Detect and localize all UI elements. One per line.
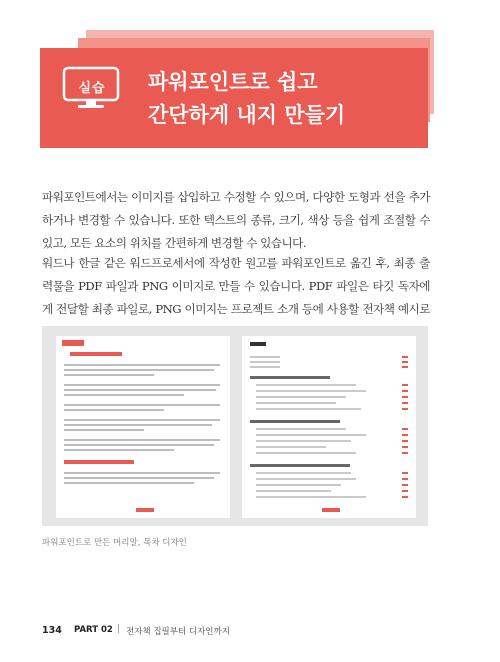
toc-page-num [402, 402, 408, 404]
footer-chapter-title: 전자책 집필부터 디자인까지 [126, 627, 230, 637]
toc-entry [250, 361, 280, 363]
text-line [64, 429, 144, 431]
toc-page-num [402, 361, 408, 363]
toc-page-num [402, 396, 408, 398]
toc-entry [256, 452, 356, 454]
text-line [64, 389, 216, 391]
publisher-logo-mark [322, 508, 340, 512]
text-line [64, 369, 214, 371]
text-line [64, 394, 184, 396]
toc-entry [256, 428, 346, 430]
toc-entry [256, 390, 366, 392]
footer-part-label: PART 02 [74, 625, 113, 635]
preface-heading [70, 352, 122, 356]
toc-heading [250, 342, 266, 346]
preface-page-thumbnail [56, 336, 230, 518]
toc-page-num [402, 452, 408, 454]
footer-separator: | [117, 624, 121, 634]
toc-entry [250, 366, 280, 368]
toc-entry [256, 472, 351, 474]
toc-page-num [402, 356, 408, 358]
toc-page-num [402, 434, 408, 436]
toc-page-num [402, 472, 408, 474]
practice-badge-label: 실습 [78, 81, 106, 96]
text-line [64, 424, 212, 426]
body-paragraph-2: 워드나 한글 같은 워드프로세서에 작성한 원고를 파워포인트로 옮긴 후, 최종 출력물을 PDF 파일과 PNG 이미지로 만들 수 있습니다. PDF 파일은 타깃 독자에게 전달할 최종 파일로, PNG 이미지는 프로젝트 소개 등에 사용할 전자책 예시로 [42, 256, 430, 316]
toc-page-num [402, 384, 408, 386]
toc-page-num [402, 484, 408, 486]
toc-entry [256, 384, 356, 386]
text-line [64, 409, 164, 411]
toc-page-num [402, 440, 408, 442]
toc-entry [256, 434, 366, 436]
text-line [64, 374, 154, 376]
toc-page-num [402, 446, 408, 448]
toc-page-num [402, 490, 408, 492]
text-line [64, 364, 220, 366]
toc-entry [256, 402, 336, 404]
text-line [64, 404, 220, 406]
toc-page-num [402, 366, 408, 368]
toc-entry [256, 440, 351, 442]
figure-caption: 파워포인트로 만든 머리말, 목차 디자인 [42, 538, 187, 548]
toc-entry [250, 356, 280, 358]
toc-page-num [402, 496, 408, 498]
page-number: 134 [42, 625, 62, 636]
toc-page-num [402, 408, 408, 410]
text-line [64, 439, 220, 441]
chapter-title-line-2: 간단하게 내지 만들기 [148, 103, 346, 127]
body-paragraph-1: 파워포인트에서는 이미지를 삽입하고 수정할 수 있으며, 다양한 도형과 선을 추가하거나 변경할 수 있습니다. 또한 텍스트의 종류, 크기, 색상 등을 쉽게 조절할 수 있고, 모든 요소의 위치를 간편하게 변경할 수 있습니다. [42, 190, 430, 250]
toc-entry [256, 484, 341, 486]
text-line [64, 449, 174, 451]
text-line [64, 384, 220, 386]
toc-part-heading [250, 376, 330, 379]
text-line [64, 472, 220, 474]
publisher-logo-mark [136, 508, 154, 512]
chapter-title [148, 66, 345, 132]
chapter-title-line-1: 파워포인트로 쉽고 [148, 70, 318, 94]
text-line [64, 477, 214, 479]
text-line [64, 419, 220, 421]
toc-page-thumbnail [242, 336, 416, 518]
text-line [64, 482, 194, 484]
sample-pages-figure [42, 326, 428, 526]
toc-page-num [402, 390, 408, 392]
text-line [64, 444, 214, 446]
preface-tag [62, 340, 84, 346]
toc-entry [256, 490, 331, 492]
toc-part-heading [250, 420, 340, 423]
toc-entry [256, 478, 356, 480]
toc-part-heading [250, 464, 350, 467]
toc-entry [256, 446, 326, 448]
toc-entry [256, 408, 361, 410]
toc-page-num [402, 428, 408, 430]
toc-entry [256, 496, 366, 498]
preface-subheading [64, 460, 134, 464]
toc-entry [256, 396, 346, 398]
toc-page-num [402, 478, 408, 480]
